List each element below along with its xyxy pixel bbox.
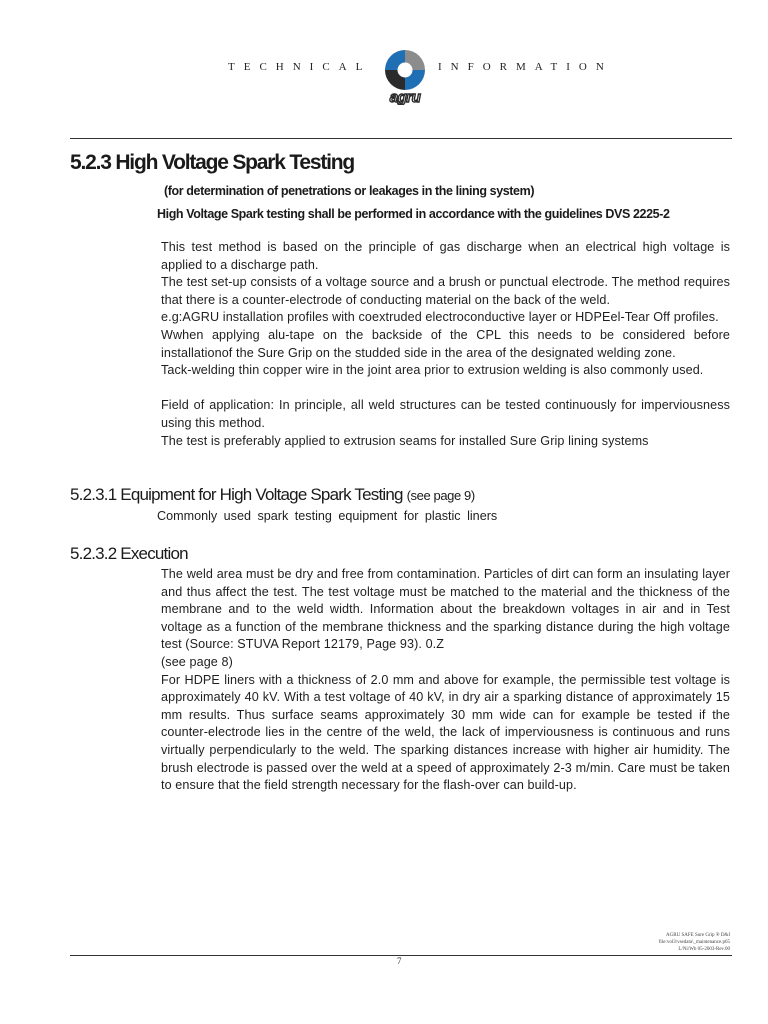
footer-line: file:vol3\vsedata\_maintenance.p65 bbox=[658, 940, 730, 945]
footer-meta bbox=[659, 932, 730, 953]
paragraph: This test method is based on the principle of gas discharge when an electrical high voltage is applied to a discharge path. bbox=[161, 240, 730, 272]
header-divider bbox=[70, 138, 732, 139]
page-number: 7 bbox=[397, 956, 402, 966]
footer-line: AGRU SAFE Sure Grip ® D&I bbox=[666, 933, 730, 938]
equipment-heading bbox=[70, 485, 475, 505]
section-body bbox=[161, 239, 730, 450]
execution-heading: 5.2.3.2 Execution bbox=[70, 544, 188, 563]
paragraph: The weld area must be dry and free from contamination. Particles of dirt can form an insulating layer and thus affect the test. The test voltage must be matched to the material and the thickness of the membrane and to the weld width. Information about the breakdown voltages in air and in Test voltage as a function of the membrane thickness and the sparking distance during the high voltage test (Source: STUVA Report 12179, Page 93). 0.Z bbox=[161, 567, 730, 652]
paragraph: The test is preferably applied to extrusion seams for installed Sure Grip lining systems bbox=[161, 433, 649, 448]
paragraph: e.g:AGRU installation profiles with coextruded electroconductive layer or HDPEel-Tear Off profiles. bbox=[161, 310, 719, 325]
section-guideline: High Voltage Spark testing shall be performed in accordance with the guidelines DVS 2225-2 bbox=[157, 207, 670, 221]
agru-logo bbox=[375, 45, 435, 105]
section-heading: 5.2.3 High Voltage Spark Testing bbox=[70, 151, 355, 174]
section-subtitle: (for determination of penetrations or leakages in the lining system) bbox=[164, 184, 535, 198]
equipment-text: Commonly used spark testing equipment for plastic liners bbox=[157, 509, 498, 523]
equipment-heading-text: 5.2.3.1 Equipment for High Voltage Spark Testing bbox=[70, 485, 403, 504]
paragraph: For HDPE liners with a thickness of 2.0 mm and above for example, the permissible test voltage is approximately 40 kV. With a test voltage of 40 kV, in dry air a sparking distance of approximately 15 mm results. Thus surface seams approximately 30 mm wide can for example be tested if the counter-electrode lies in the centre of the weld, the lack of imperviousness is continuous and runs virtually perpendicularly to the weld. The sparking distances increase with higher air humidity. The brush electrode is passed over the weld at a speed of approximately 2-3 m/min. Care must be taken to ensure that the field strength necessary for the flash-over can build-up. bbox=[161, 672, 730, 793]
agru-logo-icon bbox=[375, 45, 435, 105]
header-technical: TECHNICAL bbox=[228, 61, 372, 73]
footer-line: L/Ni/Wb 05-2003-Rev.00 bbox=[678, 947, 730, 952]
execution-body bbox=[161, 566, 730, 795]
paragraph: (see page 8) bbox=[161, 654, 233, 669]
svg-text:agru: agru bbox=[389, 89, 421, 105]
header-information: INFORMATION bbox=[438, 61, 613, 73]
see-page-link: (see page 9) bbox=[406, 488, 475, 503]
paragraph: Wwhen applying alu-tape on the backside of the CPL this needs to be considered before installationof the Sure Grip on the studded side in the area of the designated welding zone. bbox=[161, 327, 730, 360]
paragraph: The test set-up consists of a voltage source and a brush or punctual electrode. The method requires that there is a counter-electrode of conducting material on the back of the weld. bbox=[161, 275, 730, 307]
paragraph: Field of application: In principle, all weld structures can be tested continuously for imperviousness using this method. bbox=[161, 398, 730, 430]
paragraph: Tack-welding thin copper wire in the joint area prior to extrusion welding is also commonly used. bbox=[161, 363, 704, 378]
